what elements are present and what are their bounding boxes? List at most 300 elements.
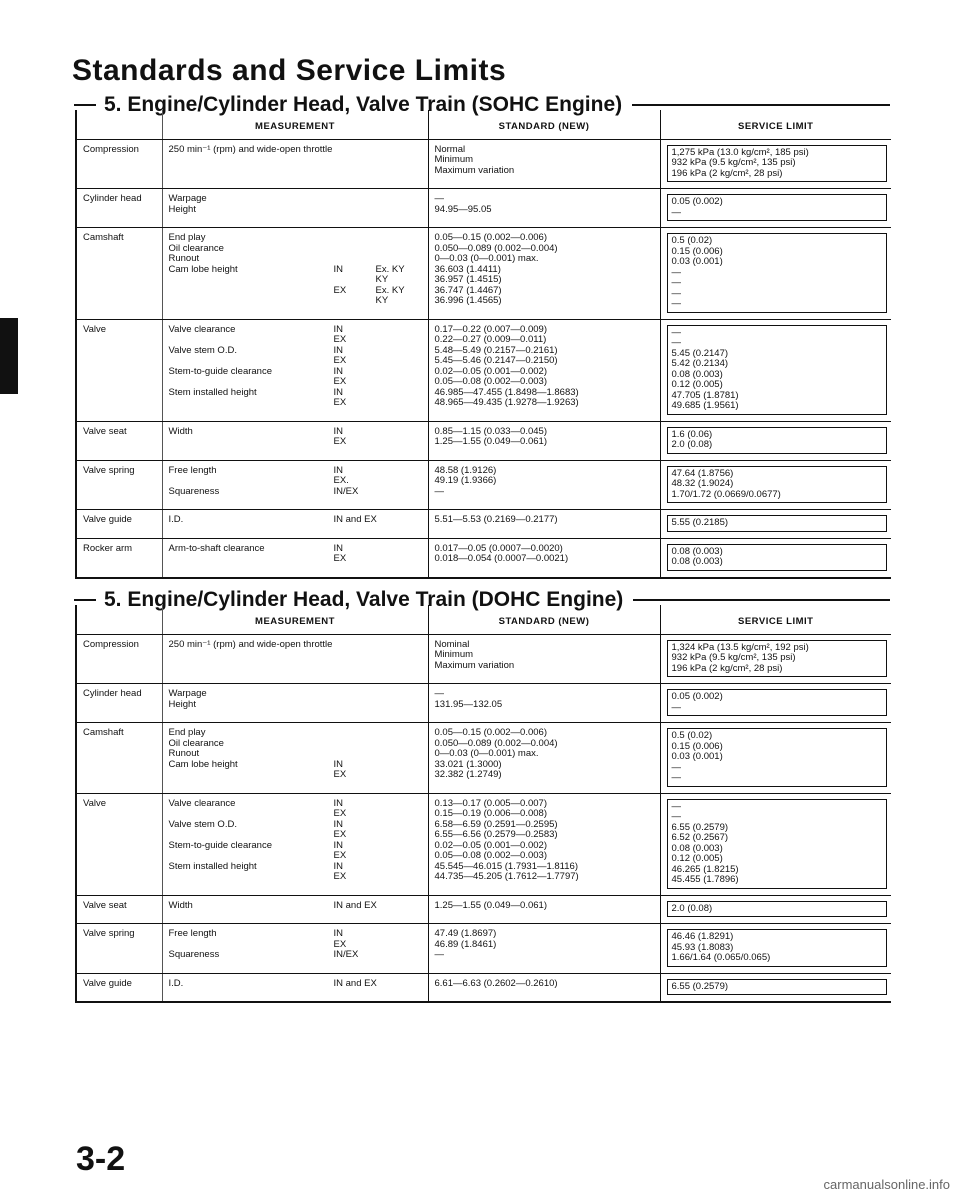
measurement-name [169, 830, 334, 841]
measurement-item [169, 205, 422, 216]
service-limit-cell [660, 538, 891, 578]
service-limit-value: 46.265 (1.8215) [671, 863, 739, 875]
measurement-code [334, 296, 376, 307]
measurement-name [169, 476, 334, 487]
page-number: 3-2 [76, 1140, 126, 1178]
measurement-name: Oil clearance [168, 242, 224, 254]
measurement-cell [162, 634, 428, 684]
measurement-name: Free length [168, 928, 217, 939]
measurement-cell [162, 538, 428, 578]
row-group-label: Cylinder head [76, 189, 162, 228]
measurement-name [169, 554, 334, 565]
measurement-subcode [376, 346, 422, 357]
standard-value: 32.382 (1.2749) [434, 769, 502, 780]
service-limit-value: — [671, 772, 681, 783]
standard-value: 0.22—0.27 (0.009—0.011) [434, 334, 547, 345]
measurement-name: Stem-to-guide clearance [168, 839, 272, 851]
standard-value: 0—0.03 (0—0.001) max. [434, 748, 539, 759]
service-limit-box [667, 979, 888, 996]
measurement-name: I.D. [168, 977, 184, 989]
table-row [76, 973, 891, 1002]
measurement-item [169, 830, 422, 841]
measurement-code [334, 194, 376, 205]
measurement-item [169, 346, 422, 357]
standard-value: — [434, 688, 444, 699]
service-limit-value: 0.05 (0.002) [671, 196, 723, 207]
table-row [76, 510, 891, 539]
standard-value: 46.89 (1.8461) [434, 938, 497, 950]
standard-value: 48.58 (1.9126) [434, 464, 497, 476]
standard-value: 44.735—45.205 (1.7612—1.7797) [434, 871, 579, 882]
measurement-item [169, 388, 422, 399]
measurement-item [169, 427, 422, 438]
measurement-code: IN/EX [333, 485, 359, 497]
measurement-subcode [376, 476, 422, 487]
page-title: Standards and Service Limits [72, 54, 507, 87]
service-limit-box [667, 145, 888, 183]
measurement-item [169, 398, 422, 409]
measurement-subcode [376, 145, 422, 156]
measurement-name [169, 335, 334, 346]
measurement-name: Width [168, 899, 193, 911]
service-limit-box [667, 544, 888, 571]
standard-cell [428, 634, 660, 684]
service-limit-value: 0.03 (0.001) [671, 751, 723, 762]
standard-cell [428, 793, 660, 895]
measurement-subcode [376, 437, 422, 448]
service-limit-value: 45.455 (1.7896) [671, 874, 739, 885]
measurement-name: End play [168, 232, 206, 243]
service-limit-value: 196 kPa (2 kg/cm², 28 psi) [671, 167, 783, 179]
measurement-code: EX [333, 376, 347, 387]
standard-value: 6.61—6.63 (0.2602—0.2610) [434, 977, 558, 989]
measurement-name: 250 min⁻¹ (rpm) and wide-open throttle [168, 638, 333, 650]
standard-value: 0—0.03 (0—0.001) max. [434, 253, 539, 264]
measurement-cell [162, 421, 428, 460]
standard-value: Nominal [434, 638, 470, 650]
measurement-code [334, 244, 376, 255]
measurement-item [169, 145, 422, 156]
service-limit-value: — [671, 701, 681, 713]
measurement-item [169, 872, 422, 883]
service-limit-value: — [671, 337, 681, 348]
service-limit-cell [660, 793, 891, 895]
measurement-subcode [376, 377, 422, 388]
service-limit-value: 6.52 (0.2567) [671, 832, 729, 843]
service-limit-value: — [671, 326, 681, 338]
standard-value: 1.25—1.55 (0.049—0.061) [434, 899, 547, 911]
header-group [76, 110, 162, 139]
row-group-label: Compression [76, 634, 162, 684]
standard-value: 0.017—0.05 (0.0007—0.0020) [434, 542, 563, 554]
measurement-subcode [376, 728, 422, 739]
measurement-subcode [376, 841, 422, 852]
measurement-item [169, 515, 422, 526]
service-limit-value: 0.5 (0.02) [671, 235, 713, 246]
measurement-subcode [376, 356, 422, 367]
service-limit-value: 196 kPa (2 kg/cm², 28 psi) [671, 662, 783, 674]
standard-cell [428, 973, 660, 1002]
measurement-cell [162, 924, 428, 974]
table-row [76, 319, 891, 421]
standard-value: 0.13—0.17 (0.005—0.007) [434, 797, 547, 809]
service-limit-value: 48.32 (1.9024) [671, 478, 734, 489]
standard-cell [428, 189, 660, 228]
measurement-subcode [376, 901, 422, 912]
measurement-name: Valve clearance [168, 797, 236, 809]
measurement-item [169, 554, 422, 565]
measurement-item [169, 950, 422, 961]
service-limit-value: — [671, 266, 681, 278]
measurement-subcode [376, 950, 422, 961]
measurement-item [169, 476, 422, 487]
service-limit-box [667, 427, 888, 454]
row-group-label: Rocker arm [76, 538, 162, 578]
measurement-subcode [376, 872, 422, 883]
measurement-code: IN [333, 263, 343, 275]
standard-value: Minimum [434, 649, 474, 660]
service-limit-cell [660, 895, 891, 924]
service-limit-box [667, 194, 888, 221]
row-group-label: Valve spring [76, 460, 162, 510]
service-limit-cell [660, 139, 891, 189]
standard-cell [428, 139, 660, 189]
measurement-name: End play [168, 727, 206, 738]
service-limit-value: 932 kPa (9.5 kg/cm², 135 psi) [671, 652, 796, 663]
measurement-code: IN [333, 386, 343, 398]
measurement-item [169, 749, 422, 760]
service-limit-cell [660, 228, 891, 320]
service-limit-value: 0.5 (0.02) [671, 730, 713, 741]
spec-table-sohc [75, 110, 891, 579]
standard-value: 94.95—95.05 [434, 203, 492, 215]
service-limit-value: 0.15 (0.006) [671, 245, 723, 257]
measurement-cell [162, 793, 428, 895]
measurement-item [169, 544, 422, 555]
measurement-code: EX [333, 850, 347, 861]
measurement-code: EX [333, 397, 347, 408]
measurement-code: EX [333, 871, 347, 882]
header-measurement: MEASUREMENT [162, 110, 428, 139]
table-row [76, 538, 891, 578]
standard-value: 36.957 (1.4515) [434, 274, 502, 285]
standard-value: 36.747 (1.4467) [434, 284, 502, 296]
standard-value: Normal [434, 143, 466, 155]
service-limit-value: 0.03 (0.001) [671, 256, 723, 267]
standard-value: 0.17—0.22 (0.007—0.009) [434, 323, 547, 335]
measurement-code [334, 233, 376, 244]
measurement-code: IN/EX [333, 949, 359, 960]
measurement-item [169, 979, 422, 990]
measurement-subcode [376, 700, 422, 711]
measurement-name [169, 437, 334, 448]
standard-value: 47.49 (1.8697) [434, 928, 497, 939]
measurement-item [169, 244, 422, 255]
service-limit-value: 6.55 (0.2579) [671, 980, 729, 992]
service-limit-value: 1,275 kPa (13.0 kg/cm², 185 psi) [671, 146, 809, 158]
service-limit-value: 0.12 (0.005) [671, 379, 723, 390]
measurement-item [169, 728, 422, 739]
measurement-name [169, 398, 334, 409]
measurement-name [169, 296, 334, 307]
table-row [76, 895, 891, 924]
service-limit-value: 0.08 (0.003) [671, 545, 723, 557]
measurement-name: Runout [168, 748, 200, 759]
table-row [76, 460, 891, 510]
measurement-cell [162, 684, 428, 723]
measurement-item [169, 254, 422, 265]
standard-value: 0.15—0.19 (0.006—0.008) [434, 808, 547, 819]
measurement-code: IN [333, 344, 343, 356]
measurement-name: Cam lobe height [168, 263, 238, 275]
measurement-item [169, 233, 422, 244]
measurement-subcode: KY [375, 295, 389, 306]
measurement-item [169, 466, 422, 477]
measurement-subcode [376, 979, 422, 990]
service-limit-cell [660, 460, 891, 510]
service-limit-value: 2.0 (0.08) [671, 439, 713, 450]
standard-cell [428, 538, 660, 578]
measurement-cell [162, 228, 428, 320]
measurement-cell [162, 460, 428, 510]
measurement-item [169, 296, 422, 307]
standard-value: Minimum [434, 154, 474, 165]
service-limit-value: — [671, 277, 681, 288]
service-limit-cell [660, 924, 891, 974]
table-header-row [76, 605, 891, 634]
standard-value: 0.05—0.08 (0.002—0.003) [434, 376, 547, 387]
measurement-item [169, 760, 422, 771]
table-row [76, 793, 891, 895]
measurement-item [169, 809, 422, 820]
measurement-subcode [376, 940, 422, 951]
measurement-name: Valve stem O.D. [168, 344, 237, 356]
standard-cell [428, 895, 660, 924]
measurement-code [334, 640, 376, 651]
measurement-name [169, 275, 334, 286]
measurement-subcode [376, 244, 422, 255]
service-limit-value: 0.08 (0.003) [671, 556, 723, 567]
measurement-name [169, 809, 334, 820]
standard-value: 0.050—0.089 (0.002—0.004) [434, 242, 558, 254]
measurement-item [169, 799, 422, 810]
service-limit-box [667, 799, 888, 889]
measurement-code [334, 689, 376, 700]
measurement-code: EX [333, 334, 347, 345]
measurement-item [169, 367, 422, 378]
standard-value: 0.05—0.15 (0.002—0.006) [434, 727, 547, 738]
standard-value: 33.021 (1.3000) [434, 758, 502, 770]
header-measurement: MEASUREMENT [162, 605, 428, 634]
service-limit-value: 0.08 (0.003) [671, 842, 723, 854]
measurement-subcode [376, 544, 422, 555]
watermark: carmanualsonline.info [823, 1177, 950, 1192]
service-limit-value: 47.705 (1.8781) [671, 389, 739, 401]
measurement-subcode [376, 388, 422, 399]
section-thumb-tab [0, 318, 18, 394]
measurement-item [169, 275, 422, 286]
standard-cell [428, 228, 660, 320]
measurement-code: IN [333, 464, 343, 476]
row-group-label: Valve guide [76, 510, 162, 539]
service-limit-box [667, 929, 888, 967]
measurement-subcode [376, 809, 422, 820]
measurement-cell [162, 973, 428, 1002]
measurement-subcode [376, 194, 422, 205]
measurement-name [169, 377, 334, 388]
service-limit-box [667, 640, 888, 678]
service-limit-box [667, 233, 888, 313]
standard-cell [428, 723, 660, 794]
service-limit-box [667, 515, 888, 532]
service-limit-cell [660, 510, 891, 539]
standard-value: 0.050—0.089 (0.002—0.004) [434, 737, 558, 749]
measurement-cell [162, 895, 428, 924]
measurement-name [169, 356, 334, 367]
measurement-code: IN [333, 365, 343, 377]
standard-value: 5.48—5.49 (0.2157—0.2161) [434, 344, 558, 356]
table-row [76, 139, 891, 189]
measurement-name: Warpage [168, 688, 207, 699]
table-row [76, 723, 891, 794]
heading-rule-right [633, 599, 890, 601]
measurement-item [169, 700, 422, 711]
measurement-subcode [376, 515, 422, 526]
service-limit-box [667, 728, 888, 787]
header-service-limit: SERVICE LIMIT [660, 605, 891, 634]
measurement-item [169, 862, 422, 873]
service-limit-value: 0.15 (0.006) [671, 740, 723, 752]
measurement-code [334, 205, 376, 216]
service-limit-value: 0.08 (0.003) [671, 368, 723, 380]
measurement-cell [162, 319, 428, 421]
measurement-code: IN [333, 928, 343, 939]
measurement-subcode [376, 862, 422, 873]
measurement-code: IN [333, 425, 343, 437]
measurement-subcode: Ex. KY [375, 284, 405, 296]
measurement-subcode [376, 820, 422, 831]
measurement-subcode [376, 466, 422, 477]
measurement-code: IN [333, 860, 343, 872]
measurement-subcode: KY [375, 274, 389, 285]
measurement-code [334, 275, 376, 286]
standard-value: 0.02—0.05 (0.001—0.002) [434, 365, 547, 377]
service-limit-cell [660, 684, 891, 723]
measurement-name: Height [168, 203, 196, 215]
measurement-name: Squareness [168, 949, 220, 960]
row-group-label: Valve spring [76, 924, 162, 974]
measurement-code [334, 749, 376, 760]
measurement-item [169, 194, 422, 205]
measurement-subcode [376, 427, 422, 438]
section-title-dohc: 5. Engine/Cylinder Head, Valve Train (DOHC Engine) [104, 588, 624, 611]
service-limit-cell [660, 634, 891, 684]
measurement-subcode [376, 325, 422, 336]
row-group-label: Valve guide [76, 973, 162, 1002]
spec-table-dohc [75, 605, 891, 1003]
standard-cell [428, 510, 660, 539]
measurement-cell [162, 510, 428, 539]
measurement-name: Squareness [168, 485, 220, 497]
table-row [76, 684, 891, 723]
measurement-code: EX [333, 436, 347, 447]
measurement-item [169, 437, 422, 448]
service-limit-box [667, 689, 888, 716]
measurement-subcode [376, 851, 422, 862]
measurement-name: Width [168, 425, 193, 437]
measurement-subcode [376, 640, 422, 651]
standard-cell [428, 684, 660, 723]
measurement-subcode [376, 799, 422, 810]
standard-value: 0.018—0.054 (0.0007—0.0021) [434, 553, 569, 564]
header-standard: STANDARD (NEW) [428, 605, 660, 634]
table-row [76, 634, 891, 684]
standard-value: Maximum variation [434, 164, 515, 176]
service-limit-value: 5.45 (0.2147) [671, 347, 729, 359]
measurement-code: IN [333, 839, 343, 851]
table-row [76, 924, 891, 974]
measurement-code: EX [333, 553, 347, 564]
standard-value: — [434, 949, 444, 960]
measurement-name: Warpage [168, 193, 207, 204]
header-standard: STANDARD (NEW) [428, 110, 660, 139]
measurement-code: IN [333, 542, 343, 554]
service-limit-value: 2.0 (0.08) [671, 902, 713, 914]
measurement-code [334, 145, 376, 156]
measurement-item [169, 377, 422, 388]
measurement-name: Valve stem O.D. [168, 818, 237, 830]
row-group-label: Valve [76, 319, 162, 421]
measurement-subcode [376, 335, 422, 346]
measurement-subcode [376, 254, 422, 265]
service-limit-value: 5.42 (0.2134) [671, 358, 729, 369]
table-row [76, 421, 891, 460]
standard-value: — [434, 193, 444, 204]
measurement-subcode [376, 554, 422, 565]
standard-value: 6.58—6.59 (0.2591—0.2595) [434, 818, 558, 830]
service-limit-value: 932 kPa (9.5 kg/cm², 135 psi) [671, 157, 796, 168]
measurement-name: Stem-to-guide clearance [168, 365, 272, 377]
measurement-name: Stem installed height [168, 860, 257, 872]
service-limit-value: 1,324 kPa (13.5 kg/cm², 192 psi) [671, 641, 809, 653]
measurement-name [169, 872, 334, 883]
service-limit-value: 46.46 (1.8291) [671, 931, 734, 942]
service-limit-value: — [671, 287, 681, 299]
service-limit-value: 47.64 (1.8756) [671, 467, 734, 479]
measurement-item [169, 689, 422, 700]
service-limit-value: 49.685 (1.9561) [671, 400, 739, 411]
measurement-code: EX [333, 938, 347, 950]
measurement-cell [162, 723, 428, 794]
measurement-code: EX [333, 829, 347, 840]
table-row [76, 189, 891, 228]
measurement-code: IN [333, 323, 343, 335]
standard-value: 5.45—5.46 (0.2147—0.2150) [434, 355, 558, 366]
measurement-name [169, 851, 334, 862]
row-group-label: Valve [76, 793, 162, 895]
measurement-subcode [376, 398, 422, 409]
measurement-name: Arm-to-shaft clearance [168, 542, 265, 554]
measurement-name: Cam lobe height [168, 758, 238, 770]
measurement-subcode [376, 770, 422, 781]
measurement-code [334, 254, 376, 265]
measurement-name: 250 min⁻¹ (rpm) and wide-open throttle [168, 143, 333, 155]
heading-rule-left [74, 599, 96, 601]
measurement-name: Oil clearance [168, 737, 224, 749]
standard-cell [428, 421, 660, 460]
standard-value: 0.02—0.05 (0.001—0.002) [434, 839, 547, 851]
measurement-item [169, 640, 422, 651]
